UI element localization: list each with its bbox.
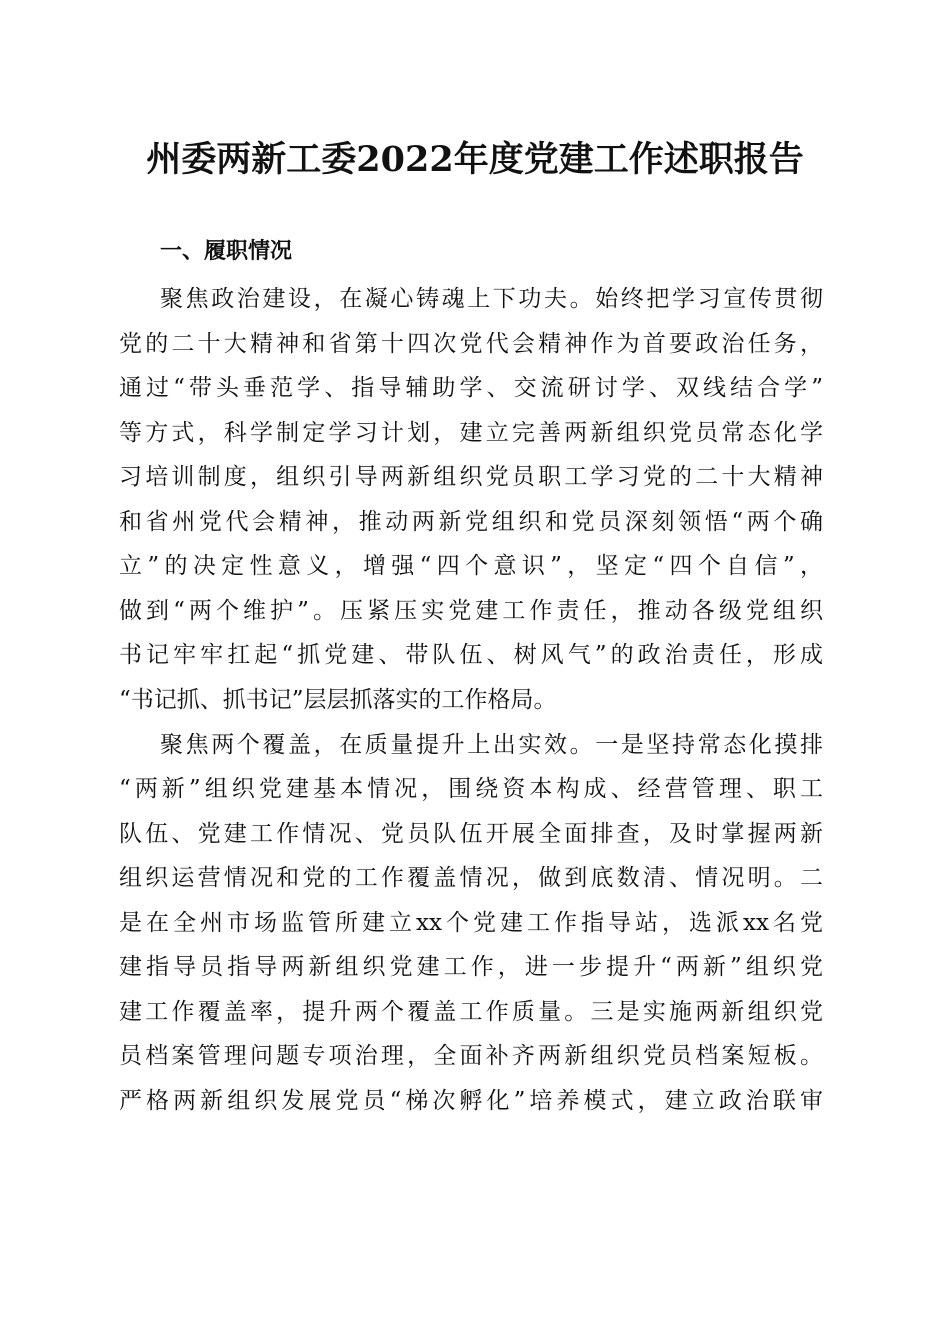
paragraph-2-line: “两新”组织党建基本情况，围绕资本构成、经营管理、职工: [119, 776, 823, 802]
paragraph-1-line: 通过“带头垂范学、指导辅助学、交流研讨学、双线结合学”: [119, 375, 823, 401]
paragraph-1-line: 立”的决定性意义，增强“四个意识”，坚定“四个自信”，: [119, 553, 823, 579]
paragraph-1-line: “书记抓、抓书记”层层抓落实的工作格局。: [119, 687, 557, 713]
paragraph-2-line: 严格两新组织发展党员“梯次孵化”培养模式，建立政治联审: [119, 1088, 823, 1114]
paragraph-1-line: 等方式，科学制定学习计划，建立完善两新组织党员常态化学: [119, 420, 823, 446]
document-title: 州委两新工委2022年度党建工作述职报告: [146, 139, 804, 180]
paragraph-1-line: 书记牢牢扛起“抓党建、带队伍、树风气”的政治责任，形成: [119, 642, 823, 668]
paragraph-2-line: 组织运营情况和党的工作覆盖情况，做到底数清、情况明。二: [119, 865, 823, 891]
paragraph-2-line: 聚焦两个覆盖，在质量提升上出实效。一是坚持常态化摸排: [160, 732, 823, 758]
paragraph-1-line: 习培训制度，组织引导两新组织党员职工学习党的二十大精神: [119, 464, 823, 490]
section-heading: 一、履职情况: [160, 239, 293, 264]
paragraph-2-line: 员档案管理问题专项治理，全面补齐两新组织党员档案短板。: [119, 1043, 823, 1069]
paragraph-1-line: 聚焦政治建设，在凝心铸魂上下功夫。始终把学习宣传贯彻: [160, 286, 823, 312]
paragraph-2-line: 队伍、党建工作情况、党员队伍开展全面排查，及时掌握两新: [119, 821, 823, 847]
paragraph-1-line: 做到“两个维护”。压紧压实党建工作责任，推动各级党组织: [119, 598, 823, 624]
paragraph-2-line: 是在全州市场监管所建立xx个党建工作指导站，选派xx名党: [119, 910, 823, 936]
paragraph-1-line: 和省州党代会精神，推动两新党组织和党员深刻领悟“两个确: [119, 509, 823, 535]
paragraph-1-line: 党的二十大精神和省第十四次党代会精神作为首要政治任务，: [119, 331, 823, 357]
paragraph-2-line: 建指导员指导两新组织党建工作，进一步提升“两新”组织党: [119, 954, 823, 980]
paragraph-2-line: 建工作覆盖率，提升两个覆盖工作质量。三是实施两新组织党: [119, 999, 823, 1025]
